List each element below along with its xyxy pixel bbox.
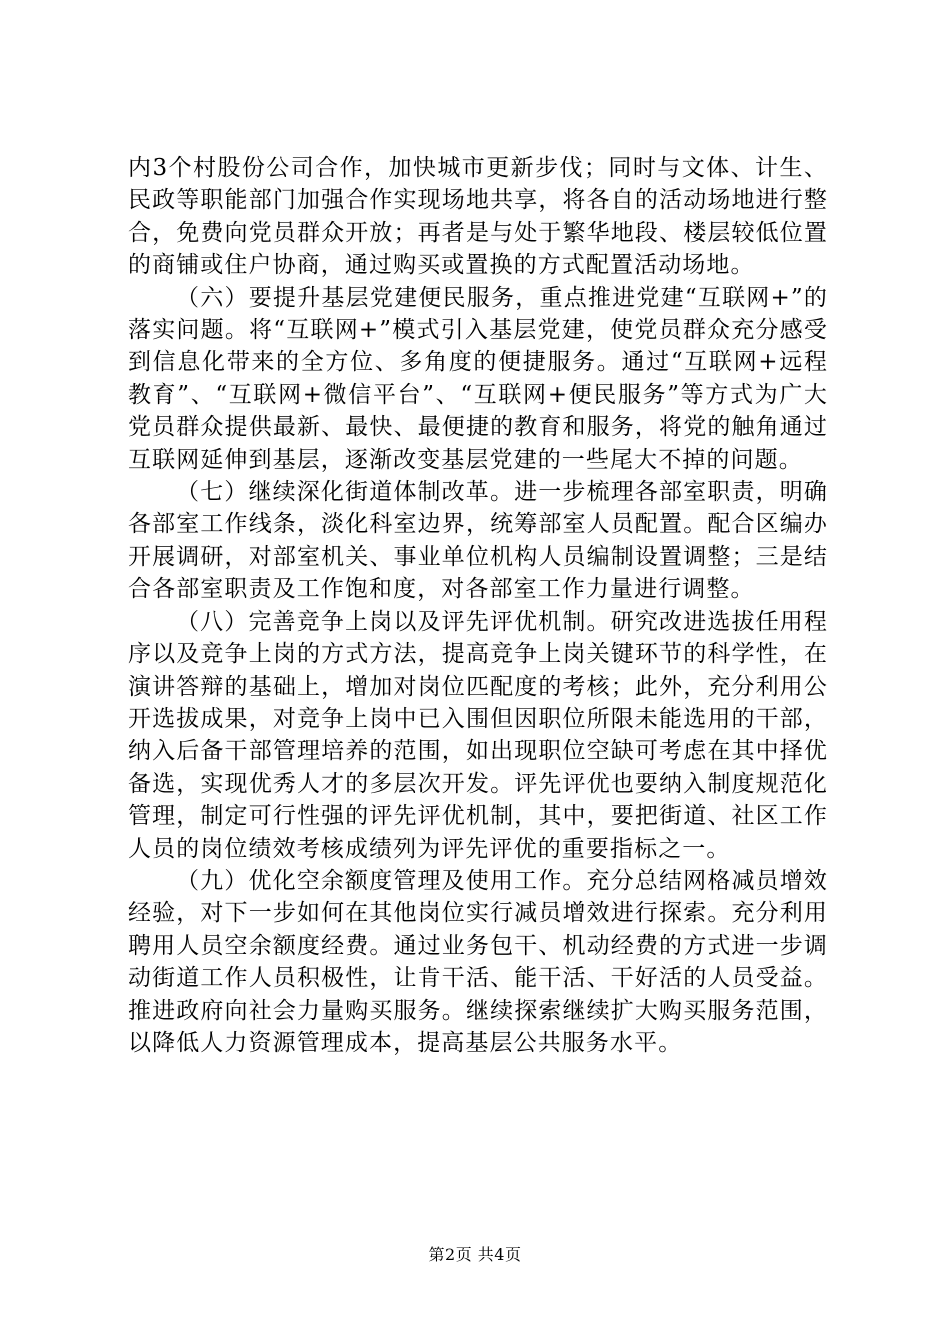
paragraph-section-8: （八）完善竞争上岗以及评先评优机制。研究改进选拔任用程序以及竞争上岗的方式方法，提高竞争上岗关键环节的科学性，在演讲答辩的基础上，增加对岗位匹配度的考核；此外，充分利用公开选拔成果，对竞争上岗中已入围但因职位所限未能选用的干部，纳入后备干部管理培养的范围，如出现职位空缺可考虑在其中择优备选，实现优秀人才的多层次开发。评先评优也要纳入制度规范化管理，制定可行性强的评先评优机制，其中，要把街道、社区工作人员的岗位绩效考核成绩列为评先评优的重要指标之一。	[128, 608, 828, 862]
document-body	[128, 152, 828, 1059]
paragraph-section-9: （九）优化空余额度管理及使用工作。充分总结网格减员增效经验，对下一步如何在其他岗位实行减员增效进行探索。充分利用聘用人员空余额度经费。通过业务包干、机动经费的方式进一步调动街道工作人员积极性，让肯干活、能干活、干好活的人员受益。推进政府向社会力量购买服务。继续探索继续扩大购买服务范围，以降低人力资源管理成本，提高基层公共服务水平。	[128, 867, 828, 1056]
paragraph-continued: 内3个村股份公司合作，加快城市更新步伐；同时与文体、计生、民政等职能部门加强合作实现场地共享，将各自的活动场地进行整合，免费向党员群众开放；再者是与处于繁华地段、楼层较低位置的商铺或住户协商，通过购买或置换的方式配置活动场地。	[128, 155, 828, 279]
page-number-footer: 第2页 共4页	[428, 1245, 522, 1264]
paragraph-section-6: （六）要提升基层党建便民服务，重点推进党建“互联网+”的落实问题。将“互联网+”模式引入基层党建，使党员群众充分感受到信息化带来的全方位、多角度的便捷服务。通过“互联网+远程教育”、“互联网+微信平台”、“互联网+便民服务”等方式为广大党员群众提供最新、最快、最便捷的教育和服务，将党的触角通过互联网延伸到基层，逐渐改变基层党建的一些尾大不掉的问题。	[128, 284, 828, 473]
paragraph-section-7: （七）继续深化街道体制改革。进一步梳理各部室职责，明确各部室工作线条，淡化科室边界，统筹部室人员配置。配合区编办开展调研，对部室机关、事业单位机构人员编制设置调整；三是结合各部室职责及工作饱和度，对各部室工作力量进行调整。	[128, 479, 828, 603]
